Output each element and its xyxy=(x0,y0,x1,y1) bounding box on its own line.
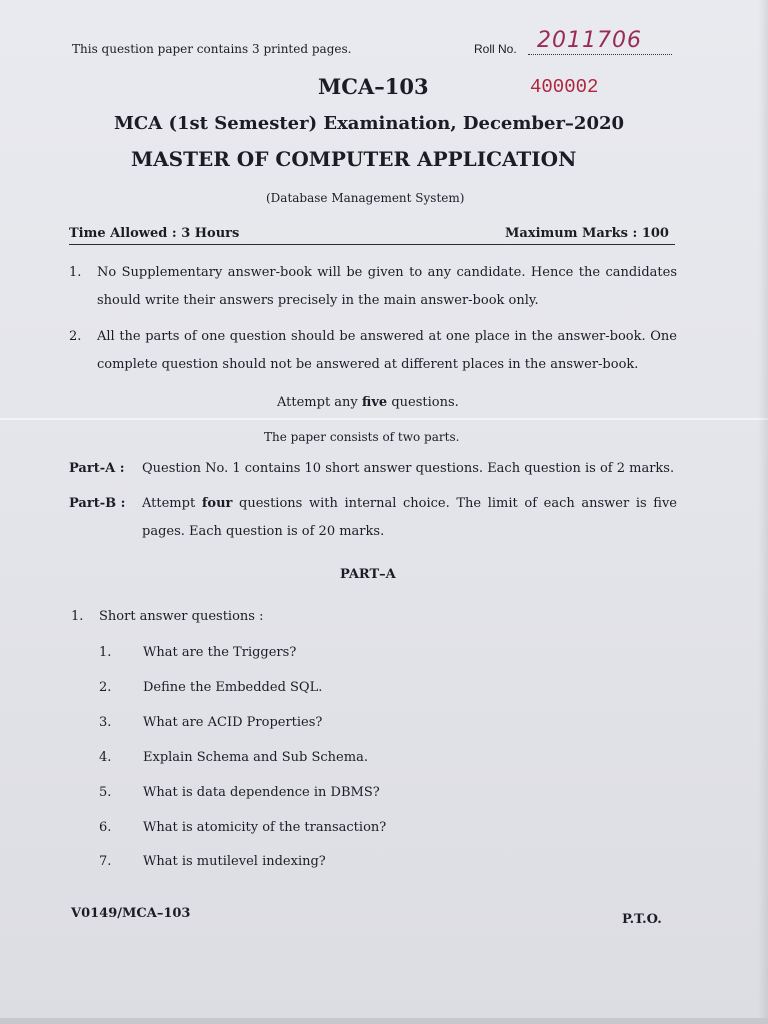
part-b-label: Part-B : xyxy=(69,496,126,511)
item-text: What is mutilevel indexing? xyxy=(143,854,326,869)
printed-pages-note: This question paper contains 3 printed pages. xyxy=(72,42,352,56)
item-number: 1. xyxy=(99,645,112,660)
roll-number-dotted-line xyxy=(528,54,672,55)
footer-paper-code: V0149/MCA–103 xyxy=(71,906,191,921)
item-text: What is data dependence in DBMS? xyxy=(143,785,380,800)
item-number: 2. xyxy=(99,680,112,695)
item-text: Define the Embedded SQL. xyxy=(143,680,323,695)
please-turn-over: P.T.O. xyxy=(622,912,662,927)
attempt-after: questions. xyxy=(391,395,459,410)
maximum-marks: Maximum Marks : 100 xyxy=(505,226,669,241)
paper-name: (Database Management System) xyxy=(266,191,465,205)
paper-edge-shadow xyxy=(758,0,768,1024)
paper-fold xyxy=(0,418,768,420)
item-text: What are ACID Properties? xyxy=(143,715,323,730)
paper-bottom-edge xyxy=(0,1018,768,1024)
instruction-1 xyxy=(69,259,677,315)
roll-number-label: Roll No. xyxy=(474,42,517,56)
paper-code: MCA–103 xyxy=(318,74,429,99)
instruction-text: No Supplementary answer-book will be given to any candidate. Hence the candidates should write their answers precisely in the main answer-book only. xyxy=(97,265,677,308)
paper-parts-note: The paper consists of two parts. xyxy=(264,430,460,444)
item-number: 5. xyxy=(99,785,112,800)
serial-number: 400002 xyxy=(530,76,599,98)
part-a-description xyxy=(69,455,677,483)
item-text: What are the Triggers? xyxy=(143,645,297,660)
question-1-number: 1. xyxy=(71,609,84,624)
item-number: 4. xyxy=(99,750,112,765)
part-a-label: Part-A : xyxy=(69,461,125,476)
part-b-before: Attempt xyxy=(142,496,196,511)
part-a-heading: PART–A xyxy=(340,567,396,582)
header-rule xyxy=(69,244,675,245)
part-b-description xyxy=(69,490,677,546)
item-number: 7. xyxy=(99,854,112,869)
part-b-text xyxy=(142,490,677,546)
part-a-text: Question No. 1 contains 10 short answer questions. Each question is of 2 marks. xyxy=(142,461,675,476)
instruction-number: 2. xyxy=(69,329,82,344)
item-number: 6. xyxy=(99,820,112,835)
time-allowed: Time Allowed : 3 Hours xyxy=(69,226,240,241)
item-text: What is atomicity of the transaction? xyxy=(143,820,387,835)
question-1-text: Short answer questions : xyxy=(99,609,264,624)
instruction-2 xyxy=(69,323,677,379)
attempt-instruction xyxy=(277,395,459,410)
attempt-before: Attempt any xyxy=(277,395,358,410)
roll-number-handwritten: 2011706 xyxy=(537,28,642,53)
exam-title: MCA (1st Semester) Examination, December–2020 xyxy=(114,113,625,134)
part-b-count: four xyxy=(201,496,233,511)
part-b-after: questions with internal choice. The limit of each answer is five pages. Each question is of 20 marks. xyxy=(142,496,677,539)
item-text: Explain Schema and Sub Schema. xyxy=(143,750,368,765)
instruction-number: 1. xyxy=(69,265,82,280)
attempt-count: five xyxy=(361,395,388,410)
subject-title: MASTER OF COMPUTER APPLICATION xyxy=(131,147,577,171)
instruction-text: All the parts of one question should be answered at one place in the answer-book. One complete question should not be answered at different places in the answer-book. xyxy=(97,329,677,372)
item-number: 3. xyxy=(99,715,112,730)
